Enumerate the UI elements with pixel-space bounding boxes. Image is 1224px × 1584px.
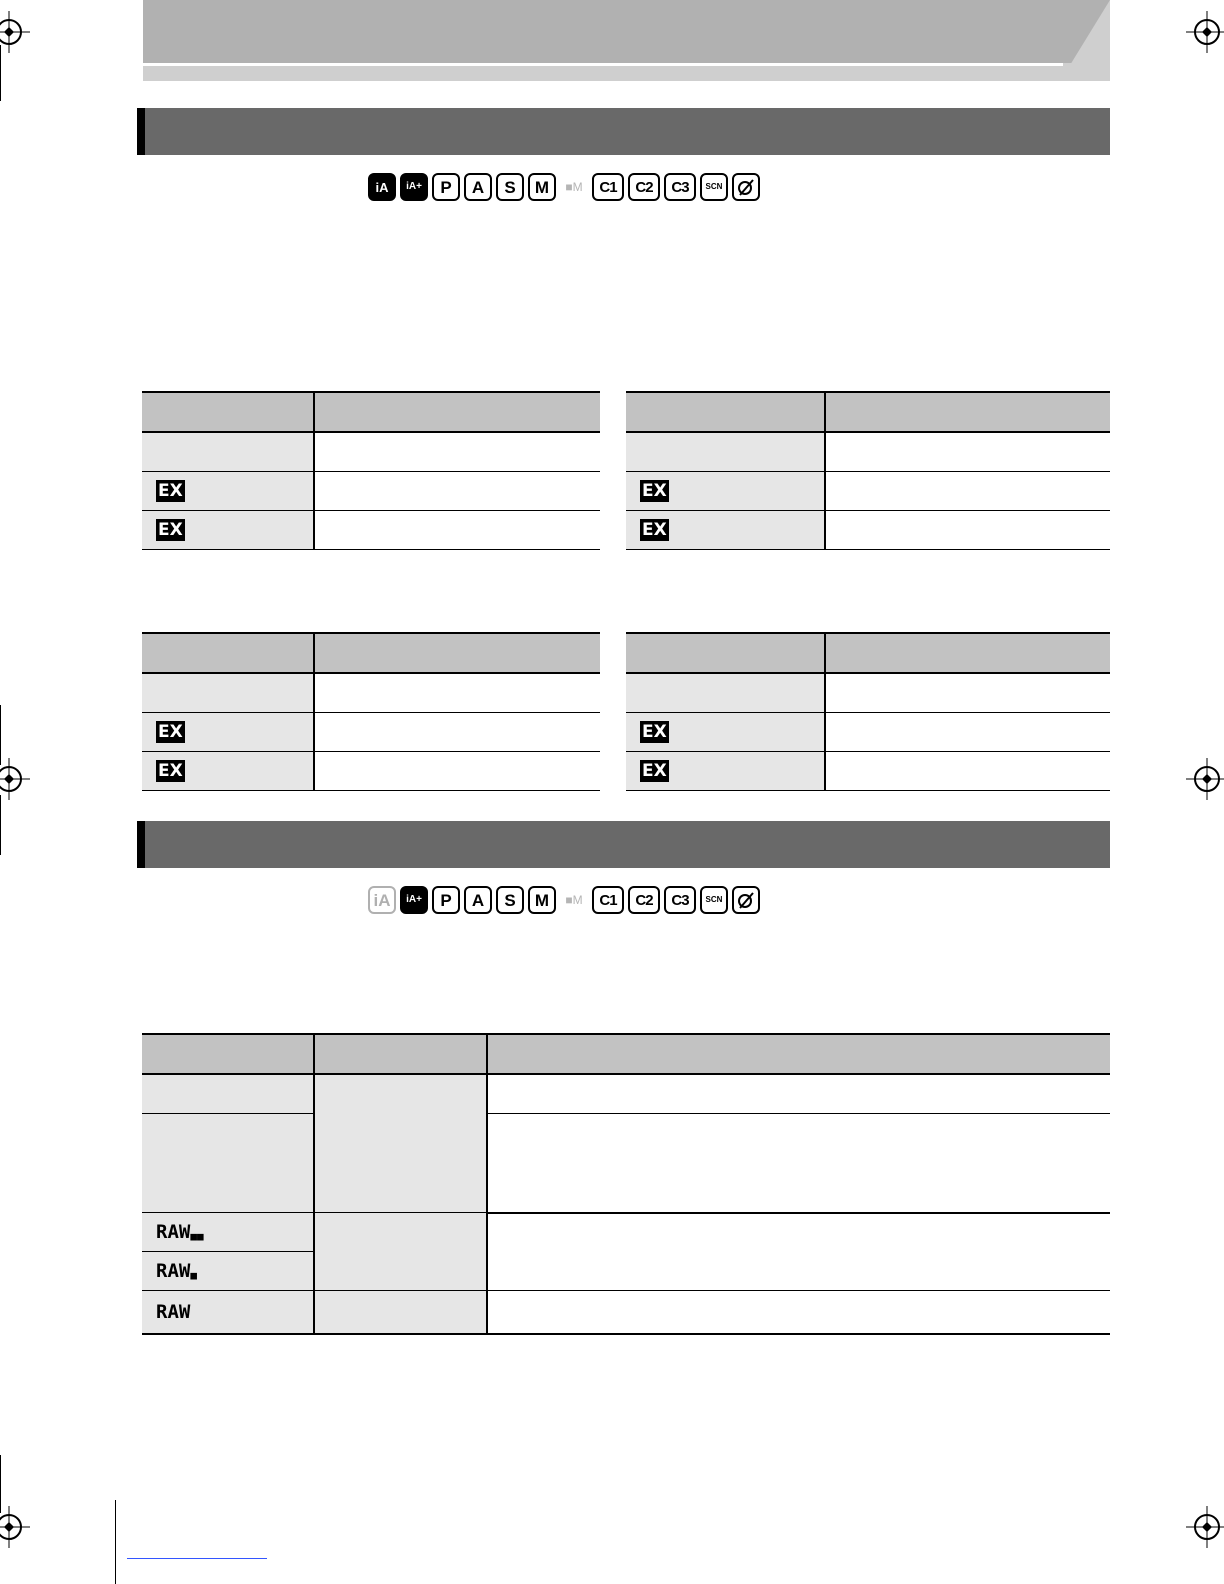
crop-line — [0, 795, 1, 855]
table-value-cell — [487, 1291, 1110, 1335]
table-key-cell — [142, 1252, 314, 1291]
table-row — [142, 752, 600, 791]
table-value-cell — [487, 1213, 1110, 1291]
table-key-cell — [142, 713, 314, 752]
table-key-cell — [142, 752, 314, 791]
crop-line — [0, 1455, 1, 1513]
table-row — [142, 1114, 1110, 1213]
crop-line-blue — [127, 1558, 267, 1559]
table-key-cell — [314, 1213, 487, 1291]
table-row — [142, 713, 600, 752]
table-quality — [142, 1033, 1110, 1335]
crop-line — [0, 45, 1, 101]
custom-2-mode-icon: C2 — [628, 173, 660, 201]
extended-optical-zoom-icon: EX — [158, 481, 183, 501]
table-value-cell — [314, 713, 600, 752]
table-value-cell — [314, 432, 600, 472]
table-1-left — [142, 391, 600, 550]
table-key-cell — [626, 432, 825, 472]
table-header-cell — [626, 633, 825, 673]
extended-optical-zoom-icon: EX — [642, 761, 667, 781]
table-header-cell — [487, 1034, 1110, 1074]
mode-icon-row-2 — [368, 884, 760, 916]
table-row — [626, 752, 1110, 791]
creative-control-mode-icon — [732, 173, 760, 201]
table-header-cell — [142, 392, 314, 432]
table-key-cell — [142, 1074, 314, 1114]
table-value-cell — [487, 1074, 1110, 1114]
movie-manual-mode-icon: ■M — [565, 893, 583, 907]
table-value-cell — [825, 432, 1110, 472]
table-key-cell — [142, 472, 314, 511]
table-header-cell — [825, 633, 1110, 673]
manual-mode-icon: M — [528, 886, 556, 914]
scene-guide-mode-icon: SCN — [700, 173, 728, 201]
table-row — [626, 511, 1110, 550]
intelligent-auto-mode-icon: iA — [368, 886, 396, 914]
table-header-cell — [825, 392, 1110, 432]
registration-mark — [0, 766, 22, 792]
shutter-priority-mode-icon: S — [496, 886, 524, 914]
extended-optical-zoom-icon: EX — [642, 481, 667, 501]
table-key-cell — [142, 1291, 314, 1335]
crop-line — [0, 705, 1, 765]
table-key-cell — [626, 713, 825, 752]
extended-optical-zoom-icon: EX — [158, 722, 183, 742]
raw-fine-quality-icon: RAW■■ — [156, 1221, 204, 1243]
table-value-cell — [487, 1114, 1110, 1213]
table-key-cell — [142, 432, 314, 472]
table-value-cell — [825, 472, 1110, 511]
table-value-cell — [314, 752, 600, 791]
page-header-shape — [143, 0, 1110, 63]
page-header-stripe — [143, 63, 1063, 66]
table-key-cell — [626, 673, 825, 713]
aperture-priority-mode-icon: A — [464, 886, 492, 914]
registration-mark — [1194, 766, 1220, 792]
table-row — [142, 472, 600, 511]
table-key-cell — [626, 752, 825, 791]
table-1-right — [626, 391, 1110, 550]
registration-mark — [0, 1514, 22, 1540]
table-key-cell — [142, 1213, 314, 1252]
table-value-cell — [314, 673, 600, 713]
table-header-cell — [314, 392, 600, 432]
table-value-cell — [314, 511, 600, 550]
table-row — [142, 1074, 1110, 1114]
table-key-cell — [142, 1114, 314, 1213]
table-2-left — [142, 632, 600, 791]
page-header-banner — [143, 0, 1110, 81]
scene-guide-mode-icon: SCN — [700, 886, 728, 914]
extended-optical-zoom-icon: EX — [158, 520, 183, 540]
table-value-cell — [825, 673, 1110, 713]
table-row — [626, 432, 1110, 472]
table-row — [626, 713, 1110, 752]
table-header-cell — [314, 633, 600, 673]
table-value-cell — [825, 713, 1110, 752]
table-value-cell — [825, 511, 1110, 550]
section-header-bar-2 — [137, 821, 1110, 868]
section-header-bar-1 — [137, 108, 1110, 155]
custom-2-mode-icon: C2 — [628, 886, 660, 914]
raw-standard-quality-icon: RAW■ — [156, 1260, 197, 1282]
table-value-cell — [314, 472, 600, 511]
table-key-cell — [142, 673, 314, 713]
table-key-cell — [142, 511, 314, 550]
table-key-cell — [626, 511, 825, 550]
registration-mark — [1194, 19, 1220, 45]
table-value-cell — [825, 752, 1110, 791]
program-mode-icon: P — [432, 173, 460, 201]
table-2-right — [626, 632, 1110, 791]
shutter-priority-mode-icon: S — [496, 173, 524, 201]
intelligent-auto-mode-icon: iA — [368, 173, 396, 201]
program-mode-icon: P — [432, 886, 460, 914]
creative-control-mode-icon — [732, 886, 760, 914]
table-row — [142, 1213, 1110, 1252]
intelligent-auto-plus-mode-icon: iA+ — [400, 886, 428, 914]
mode-icon-row-1 — [368, 171, 760, 203]
table-header-cell — [314, 1034, 487, 1074]
table-row — [142, 511, 600, 550]
custom-3-mode-icon: C3 — [664, 173, 696, 201]
aperture-priority-mode-icon: A — [464, 173, 492, 201]
custom-1-mode-icon: C1 — [592, 173, 624, 201]
raw-quality-icon: RAW — [156, 1301, 191, 1323]
table-row — [142, 673, 600, 713]
extended-optical-zoom-icon: EX — [158, 761, 183, 781]
registration-mark — [1194, 1514, 1220, 1540]
table-row — [142, 432, 600, 472]
table-key-cell — [314, 1074, 487, 1213]
table-row — [626, 673, 1110, 713]
extended-optical-zoom-icon: EX — [642, 520, 667, 540]
table-key-cell — [314, 1291, 487, 1335]
extended-optical-zoom-icon: EX — [642, 722, 667, 742]
crop-line — [115, 1500, 116, 1584]
table-row — [626, 472, 1110, 511]
intelligent-auto-plus-mode-icon: iA+ — [400, 173, 428, 201]
table-header-cell — [142, 633, 314, 673]
manual-mode-icon: M — [528, 173, 556, 201]
movie-manual-mode-icon: ■M — [565, 180, 583, 194]
table-header-cell — [626, 392, 825, 432]
table-row — [142, 1291, 1110, 1335]
registration-mark — [0, 19, 22, 45]
table-key-cell — [626, 472, 825, 511]
table-header-cell — [142, 1034, 314, 1074]
custom-1-mode-icon: C1 — [592, 886, 624, 914]
custom-3-mode-icon: C3 — [664, 886, 696, 914]
